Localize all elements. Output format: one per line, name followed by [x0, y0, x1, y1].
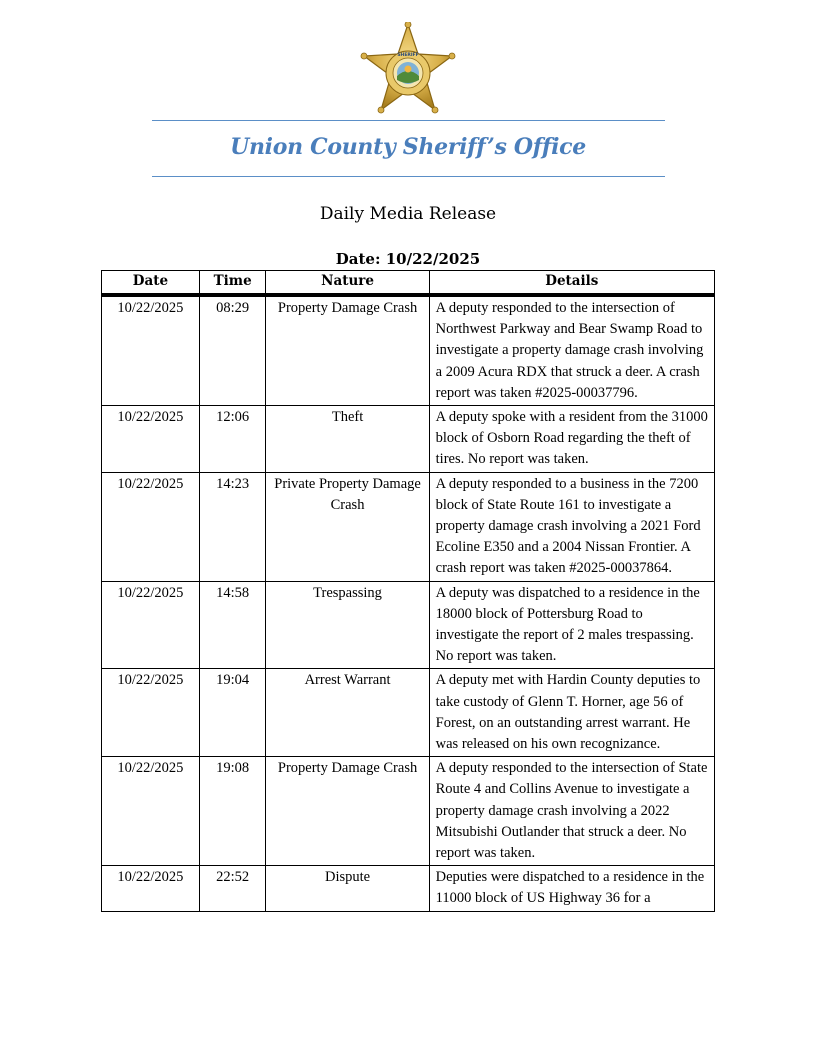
office-title: Union County Sheriff’s Office	[230, 134, 586, 160]
cell-date: 10/22/2025	[102, 581, 200, 669]
table-header-row	[102, 271, 715, 296]
cell-nature: Trespassing	[266, 581, 429, 669]
cell-time: 14:58	[199, 581, 266, 669]
cell-details: A deputy met with Hardin County deputies to take custody of Glenn T. Horner, age 56 of Forest, on an outstanding arrest warrant. He was released on his own recognizance.	[429, 669, 714, 757]
table-row	[102, 581, 715, 669]
header-rule-top	[152, 120, 665, 121]
cell-date: 10/22/2025	[102, 295, 200, 406]
release-title: Daily Media Release	[319, 204, 497, 224]
cell-details: A deputy was dispatched to a residence in the 18000 block of Pottersburg Road to investigate the report of 2 males trespassing. No report was taken.	[429, 581, 714, 669]
cell-time: 19:08	[199, 757, 266, 866]
release-date: Date: 10/22/2025	[335, 250, 481, 268]
table-row	[102, 406, 715, 473]
cell-time: 08:29	[199, 295, 266, 406]
table-row	[102, 295, 715, 406]
svg-text:SHERIFF: SHERIFF	[397, 53, 419, 58]
header-rule-bottom	[152, 176, 665, 177]
column-header-details: Details	[429, 271, 714, 296]
column-header-date: Date	[102, 271, 200, 296]
cell-date: 10/22/2025	[102, 406, 200, 473]
cell-nature: Arrest Warrant	[266, 669, 429, 757]
cell-date: 10/22/2025	[102, 866, 200, 911]
incident-table	[101, 270, 715, 912]
cell-time: 22:52	[199, 866, 266, 911]
cell-time: 14:23	[199, 472, 266, 581]
cell-nature: Theft	[266, 406, 429, 473]
cell-nature: Private Property Damage Crash	[266, 472, 429, 581]
cell-nature: Dispute	[266, 866, 429, 911]
cell-date: 10/22/2025	[102, 669, 200, 757]
cell-time: 19:04	[199, 669, 266, 757]
cell-nature: Property Damage Crash	[266, 757, 429, 866]
cell-details: A deputy responded to the intersection of State Route 4 and Collins Avenue to investigate a property damage crash involving a 2022 Mitsubishi Outlander that struck a deer. No report was taken.	[429, 757, 714, 866]
column-header-time: Time	[199, 271, 266, 296]
cell-details: Deputies were dispatched to a residence in the 11000 block of US Highway 36 for a	[429, 866, 714, 911]
cell-time: 12:06	[199, 406, 266, 473]
cell-details: A deputy spoke with a resident from the 31000 block of Osborn Road regarding the theft of tires. No report was taken.	[429, 406, 714, 473]
cell-date: 10/22/2025	[102, 757, 200, 866]
cell-nature: Property Damage Crash	[266, 295, 429, 406]
cell-details: A deputy responded to the intersection of Northwest Parkway and Bear Swamp Road to investigate a property damage crash involving a 2009 Acura RDX that struck a deer. A crash report was taken #2025-00037796.	[429, 295, 714, 406]
table-row	[102, 472, 715, 581]
column-header-nature: Nature	[266, 271, 429, 296]
cell-date: 10/22/2025	[102, 472, 200, 581]
table-row	[102, 866, 715, 911]
table-row	[102, 757, 715, 866]
sheriff-badge-logo	[356, 22, 460, 120]
cell-details: A deputy responded to a business in the 7200 block of State Route 161 to investigate a property damage crash involving a 2021 Ford Ecoline E350 and a 2004 Nissan Frontier. A crash report was taken #2025-00037864.	[429, 472, 714, 581]
table-row	[102, 669, 715, 757]
